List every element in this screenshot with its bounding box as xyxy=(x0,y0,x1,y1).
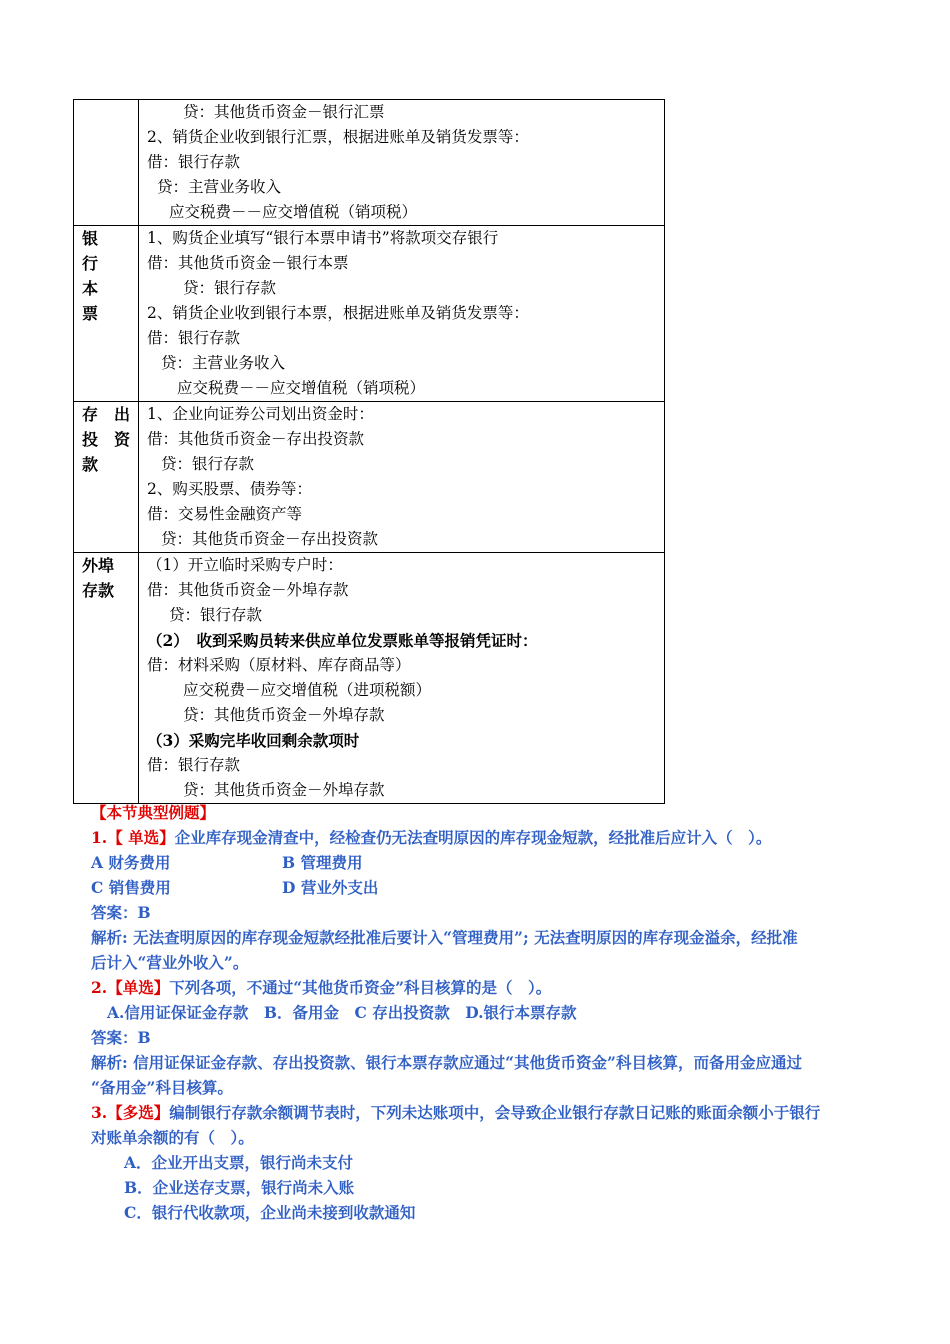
entry-line: 2、购买股票、债券等： xyxy=(147,480,312,498)
entry-line: 贷：银行存款 xyxy=(183,279,277,297)
entry-line: 贷：其他货币资金－外埠存款 xyxy=(183,706,385,724)
entries-table xyxy=(73,99,665,804)
entry-content-cell xyxy=(139,553,665,804)
entry-label-text: 本 xyxy=(82,279,99,298)
entry-line: 贷：银行存款 xyxy=(161,455,255,473)
q1-answer: 答案：B xyxy=(91,903,151,922)
entry-line: 借：交易性金融资产等 xyxy=(147,505,303,523)
entry-label-cell xyxy=(74,553,139,804)
entry-line: 应交税费－应交增值税（进项税额） xyxy=(183,681,432,699)
q1-analysis-line-1: 解析: 无法查明原因的库存现金短款经批准后要计入“管理费用”; 无法查明原因的库存现金溢余，经批准 xyxy=(91,928,798,947)
entry-line: 借：其他货币资金－外埠存款 xyxy=(147,581,349,599)
entry-line: 贷：主营业务收入 xyxy=(161,354,286,372)
entry-label-text: 款 xyxy=(82,455,99,474)
entry-content-cell xyxy=(139,226,665,402)
entry-label-text: 银 xyxy=(82,229,99,248)
q2-stem: 2.【单选】下列各项，不通过“其他货币资金”科目核算的是（ ）。 xyxy=(91,978,552,997)
entry-line: 借：银行存款 xyxy=(147,153,241,171)
entry-line: 贷：银行存款 xyxy=(169,606,263,624)
entry-line: 贷：其他货币资金－存出投资款 xyxy=(161,530,379,548)
entry-label-cell xyxy=(74,402,139,553)
entry-line: 借：其他货币资金－存出投资款 xyxy=(147,430,365,448)
entry-line: 贷：主营业务收入 xyxy=(157,178,282,196)
q2-analysis-line-2: “备用金”科目核算。 xyxy=(91,1078,233,1097)
entry-line: （3）采购完毕收回剩余款项时 xyxy=(147,731,360,750)
section-title: 【本节典型例题】 xyxy=(91,803,216,822)
entry-label-text: 外埠 xyxy=(82,556,115,575)
entry-line: 2、销货企业收到银行汇票，根据进账单及销货发票等： xyxy=(147,128,529,146)
entry-line: （2） 收到采购员转来供应单位发票账单等报销凭证时： xyxy=(147,631,538,650)
entry-label-text: 投 资 xyxy=(82,430,131,449)
entry-line: 应交税费－－应交增值税（销项税） xyxy=(177,379,426,397)
entry-label-cell xyxy=(74,100,139,226)
entry-content-cell xyxy=(139,402,665,553)
q2-options: A.信用证保证金存款 B．备用金 C 存出投资款 D.银行本票存款 xyxy=(107,1003,577,1022)
entry-label-text: 存 出 xyxy=(82,405,131,424)
q1-option-d: D 营业外支出 xyxy=(282,878,379,897)
q3-option-b: B．企业送存支票，银行尚未入账 xyxy=(124,1178,355,1197)
entry-label-text: 存款 xyxy=(82,581,115,600)
entry-line: （1）开立临时采购专户时： xyxy=(147,556,343,574)
q3-option-c: C．银行代收款项，企业尚未接到收款通知 xyxy=(124,1203,416,1222)
q1-stem: 1.【 单选】企业库存现金清查中，经检查仍无法查明原因的库存现金短款，经批准后应计入（ ）。 xyxy=(91,828,772,847)
q1-analysis-line-2: 后计入“营业外收入”。 xyxy=(91,953,249,972)
entry-label-cell xyxy=(74,226,139,402)
entry-row xyxy=(74,100,665,226)
q2-analysis-line-1: 解析: 信用证保证金存款、存出投资款、银行本票存款应通过“其他货币资金”科目核算，而备用金应通过 xyxy=(91,1053,802,1072)
entry-content-cell xyxy=(139,100,665,226)
entry-line: 借：银行存款 xyxy=(147,756,241,774)
entry-label-text: 票 xyxy=(82,304,99,323)
entry-label-text: 行 xyxy=(82,254,99,273)
q1-option-a: A 财务费用 xyxy=(91,853,171,872)
entry-row xyxy=(74,226,665,402)
entry-line: 1、购货企业填写“银行本票申请书”将款项交存银行 xyxy=(147,229,499,247)
entry-line: 1、企业向证券公司划出资金时： xyxy=(147,405,374,423)
entry-line: 借：材料采购（原材料、库存商品等） xyxy=(147,656,411,674)
entry-line: 应交税费－－应交增值税（销项税） xyxy=(169,203,418,221)
q3-option-a: A．企业开出支票，银行尚未支付 xyxy=(124,1153,354,1172)
entry-row xyxy=(74,402,665,553)
entry-line: 2、销货企业收到银行本票，根据进账单及销货发票等： xyxy=(147,304,529,322)
entry-line: 借：其他货币资金－银行本票 xyxy=(147,254,349,272)
q1-option-b: B 管理费用 xyxy=(282,853,363,872)
q3-stem-line-2: 对账单余额的有（ ）。 xyxy=(91,1128,254,1147)
q3-stem-line-1: 3.【多选】编制银行存款余额调节表时，下列未达账项中，会导致企业银行存款日记账的账面余额小于银行 xyxy=(91,1103,821,1122)
q2-answer: 答案：B xyxy=(91,1028,151,1047)
entry-line: 贷：其他货币资金－外埠存款 xyxy=(183,781,385,799)
entry-line: 借：银行存款 xyxy=(147,329,241,347)
entry-row xyxy=(74,553,665,804)
entry-line: 贷：其他货币资金－银行汇票 xyxy=(183,103,385,121)
q1-option-c: C 销售费用 xyxy=(91,878,171,897)
